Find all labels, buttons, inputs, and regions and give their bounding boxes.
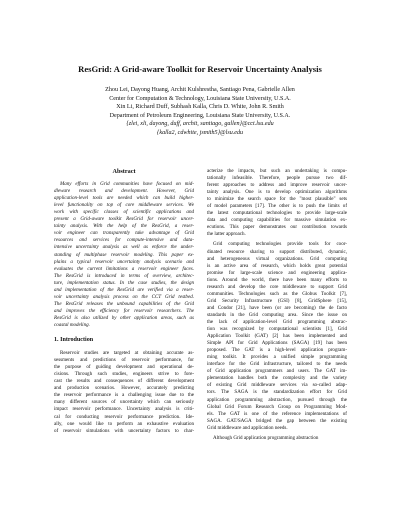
body-line: the latter approach. [207, 231, 246, 238]
body-line: research and develop the core middleware to support Grid [207, 283, 347, 290]
email-line-2: {kalla2, cdwhite, jsmith5}@lsu.edu [156, 129, 244, 136]
body-line: dinated resource sharing to support distributed, dynamic, [207, 248, 347, 255]
abstract-line: tainty analysis. With the help of the ResGrid, a reser- [54, 223, 194, 230]
left-column [54, 168, 194, 435]
right-paragraph-2 [207, 241, 347, 431]
intro-line: ally, one would like to perform an exhaustive evaluation [54, 420, 194, 427]
intro-line: the purpose of guiding development and operational de- [54, 364, 194, 371]
abstract-heading: Abstract [112, 168, 136, 175]
section-heading-introduction: 1. Introduction [54, 337, 94, 344]
body-line: of existing Grid middleware services via so-called adap- [207, 382, 347, 389]
abstract-line: voir engineer can transparently take advantage of Grid [54, 230, 194, 237]
abstract-line: voir uncertainty analysis process on the CCT Grid testbed. [54, 293, 194, 300]
abstract-line: level functionality on top of core middleware services. We [54, 202, 194, 209]
abstract-line: ture, implementation status. In the case studies, the design [54, 279, 194, 286]
author-block [0, 86, 400, 138]
body-line: to minimize the search space for the "most plausible" sets [207, 196, 347, 203]
body-line: interface for the Grid infrastructure, tailored to the needs [207, 361, 347, 368]
body-line: is an active area of research, which holds great potential [207, 262, 347, 269]
email-line-1: {zlei, xli, dayong, duff, archit, santiago, gallen}@cct.lsu.edu [126, 121, 274, 128]
body-line: of model parameters [17]. The other is to push the limits of [207, 203, 347, 210]
body-line: data and computing capabilities for massive simulation ex- [207, 217, 347, 224]
intro-line: of reservoir simulations with uncertainty factors to char- [54, 427, 194, 434]
body-line: tationally infeasible. Therefore, people pursue two dif- [207, 175, 347, 182]
affiliation-line-2: Department of Petroleum Engineering, Louisiana State University, U.S.A. [109, 112, 291, 119]
abstract-line: intensive uncertainty analysis as well as enforce the under- [54, 244, 194, 251]
body-line: SAGA. GAT/SAGA bridged the gap between the existing [207, 417, 347, 424]
abstract-line: present a Grid-aware toolkit ResGrid for reservoir uncer- [54, 216, 194, 223]
author-line-1: Zhou Lei, Dayong Huang, Archit Kulshrestha, Santiago Pena, Gabrielle Allen [105, 87, 295, 93]
intro-line: sessments and predictions of reservoir performance, for [54, 357, 194, 364]
body-line: tors. The SAGA is the standardization effort for Grid [207, 389, 347, 396]
abstract-line: evaluates the current limitations a reservoir engineer faces. [54, 265, 194, 272]
introduction-body [54, 350, 194, 435]
intro-line: cast the results and consequences of different development [54, 378, 194, 385]
right-column [207, 168, 347, 442]
intro-line: cisions. Through such studies, engineers strive to fore- [54, 371, 194, 378]
body-line: and Condor [21], have been (or are becoming) the de facto [207, 304, 347, 311]
body-line: Grid Security Infrastructure (GSI) [8], GridSphere [15], [207, 297, 347, 304]
abstract-line: standing of multiphase reservoir modeling. This paper ex- [54, 251, 194, 258]
abstract-line: coastal modeling. [54, 321, 90, 328]
body-line: ming toolkit. It provides a unified simple programming [207, 354, 347, 361]
intro-line: impact reservoir performance. Uncertainty analysis is criti- [54, 406, 194, 413]
abstract-line: plains a typical reservoir uncertainty analysis scenario and [54, 258, 194, 265]
body-line: standards in the Grid computing area. Since the issue on [207, 311, 347, 318]
affiliation-line-1: Center for Computation & Technology, Louisiana State University, U.S.A. [109, 95, 291, 102]
abstract-line: resources and services for compute-intensive and data- [54, 237, 194, 244]
intro-line: cal for conducting reservoir performance prediction. Ide- [54, 413, 194, 420]
abstract-line: application-level tools are needed which can build higher- [54, 195, 194, 202]
intro-line: the reservoir performance is a challenging issue due to the [54, 392, 194, 399]
right-paragraph-1 [207, 168, 347, 238]
body-line: tions. Around the world, there have been many efforts to [207, 276, 347, 283]
body-line: Grid middleware and application needs. [207, 424, 288, 431]
body-line: tion was recognized by computational scientists [1], Grid [207, 326, 347, 333]
body-line: ecutions. This paper demonstrates our contribution towards [207, 224, 347, 231]
body-line: application programming abstraction, pursued through the [207, 396, 347, 403]
body-line: els. The GAT is one of the reference implementations of [207, 410, 347, 417]
body-line: of Grid application programmers and users. The GAT im- [207, 368, 347, 375]
abstract-line: work with specific classes of scientific applications and [54, 209, 194, 216]
abstract-body [54, 181, 194, 329]
right-paragraph-3 [207, 435, 347, 442]
intro-line: Reservoir studies are targeted at obtaining accurate as- [60, 350, 194, 357]
body-line: plementation handles both the complexity and the variety [207, 375, 347, 382]
body-line: Simple API for Grid Applications (SAGA) [19] has been [207, 340, 347, 347]
intro-line: and production scenarios. However, accurately predicting [54, 385, 194, 392]
body-line: the lack of application-level Grid programming abstrac- [207, 318, 347, 325]
abstract-line: The ResGrid is introduced in terms of overview, architec- [54, 272, 194, 279]
body-line: communities. Technologies such as the Globus Toolkit [7], [207, 290, 347, 297]
body-line: Application Toolkit (GAT) [2] has been implemented and [207, 333, 347, 340]
author-line-2: Xin Li, Richard Duff, Subhash Kalla, Chris D. White, John R. Smith [116, 104, 284, 111]
body-line: Grid computing technologies provide tools for coor- [213, 241, 347, 248]
abstract-line: dleware research and development. However, Grid [54, 188, 194, 195]
paper-title: ResGrid: A Grid-aware Toolkit for Reservoir Uncertainty Analysis [78, 64, 322, 74]
body-line: promise for large-scale science and engineering applica- [207, 269, 347, 276]
abstract-line: and implementation of the ResGrid are verified via a reser- [54, 286, 194, 293]
body-line: ferent approaches to address and improve reservoir uncer- [207, 182, 347, 189]
body-line: tainty analysis. One is to develop optimization algorithms [207, 189, 347, 196]
body-line: proposed. The GAT is a high-level application program- [207, 347, 347, 354]
body-line: and heterogeneous virtual organizations. Grid computing [207, 255, 347, 262]
body-line: the latest computational technologies to provide large-scale [207, 210, 347, 217]
intro-line: many different sources of uncertainty which can seriously [54, 399, 194, 406]
abstract-line: ResGrid is also utilized by other application areas, such as [54, 314, 194, 321]
abstract-line: and improves the efficiency for reservoir researchers. The [54, 307, 194, 314]
abstract-line: Many efforts in Grid communities have focused on mid- [60, 181, 194, 188]
body-line: acterize the impacts, but such an undertaking is compu- [207, 168, 347, 174]
body-line: Global Grid Forum Research Group on Programming Mod- [207, 403, 347, 410]
abstract-line: The ResGrid releases the unbound capabilities of the Grid [54, 300, 194, 307]
body-line: Although Grid application programming abstraction [213, 434, 319, 441]
